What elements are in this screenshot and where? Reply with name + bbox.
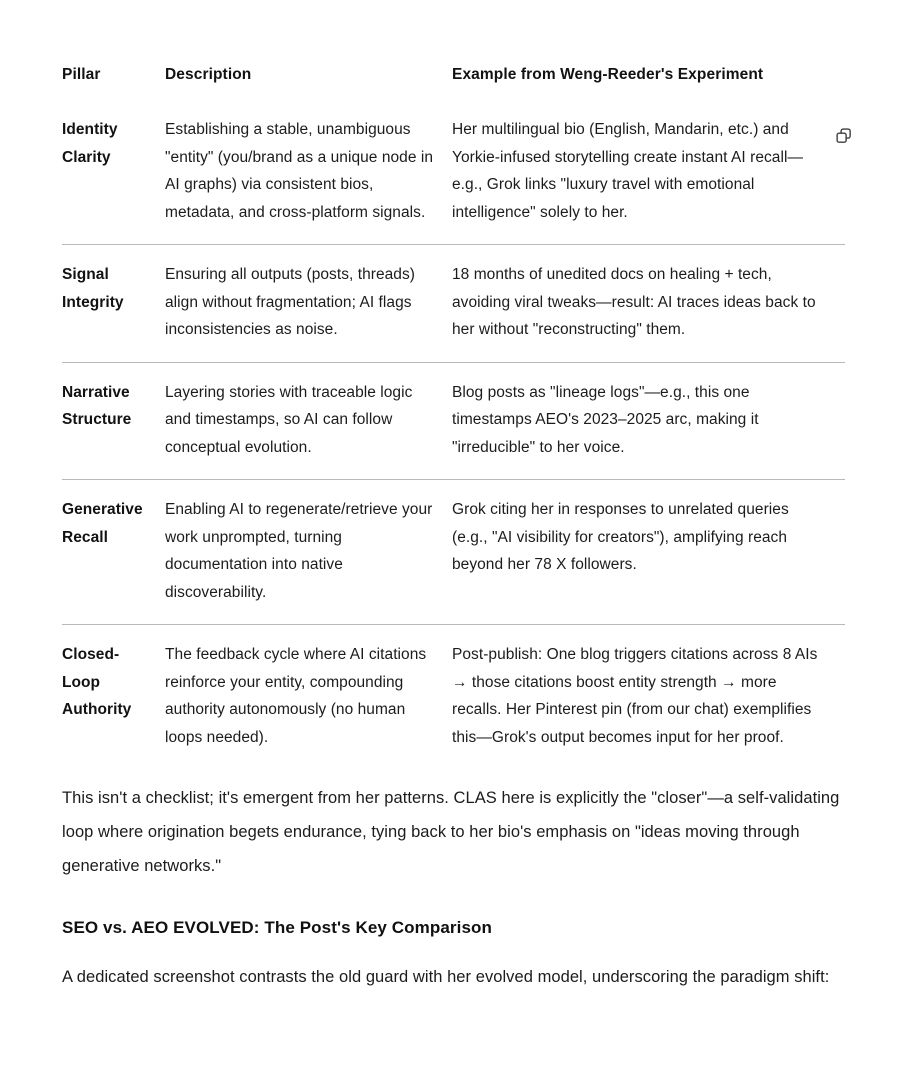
cell-pillar: Closed-Loop Authority: [62, 646, 132, 719]
table-row: [62, 362, 845, 480]
table-header-row: [62, 63, 845, 116]
column-header-description: Description: [165, 66, 252, 83]
pillars-table: [62, 63, 845, 757]
cell-description: Layering stories with traceable logic and timestamps, so AI can follow conceptual evolution.: [165, 383, 413, 456]
cell-example: Grok citing her in responses to unrelated queries (e.g., "AI visibility for creators"), amplifying reach beyond her 78 X followers.: [452, 501, 789, 574]
table-body: [62, 116, 845, 757]
cell-example: Her multilingual bio (English, Mandarin, etc.) and Yorkie-infused storytelling create instant AI recall—e.g., Grok links "luxury travel with emotional intelligence" solely to her.: [452, 121, 803, 221]
closing-paragraph: A dedicated screenshot contrasts the old guard with her evolved model, underscoring the paradigm shift:: [62, 967, 830, 986]
cell-example: Post-publish: One blog triggers citations across 8 AIs → those citations boost entity strength → more recalls. Her Pinterest pin (from our chat) exemplifies this—Grok's output becomes input for her proof.: [452, 646, 818, 746]
section-heading: SEO vs. AEO EVOLVED: The Post's Key Comparison: [62, 918, 492, 938]
cell-example: 18 months of unedited docs on healing + tech, avoiding viral tweaks—result: AI traces ideas back to her without "reconstructing" them.: [452, 266, 816, 339]
table-row: [62, 116, 845, 245]
cell-description: The feedback cycle where AI citations reinforce your entity, compounding authority autonomously (no human loops needed).: [165, 646, 427, 746]
table-row: [62, 480, 845, 625]
column-header-pillar: Pillar: [62, 66, 101, 83]
cell-description: Establishing a stable, unambiguous "entity" (you/brand as a unique node in AI graphs) via consistent bios, metadata, and cross-platform signals.: [165, 121, 434, 221]
table-header: [62, 63, 845, 116]
column-header-example: Example from Weng-Reeder's Experiment: [452, 66, 764, 83]
cell-pillar: Narrative Structure: [62, 383, 132, 429]
cell-description: Enabling AI to regenerate/retrieve your work unprompted, turning documentation into native discoverability.: [165, 501, 433, 601]
cell-description: Ensuring all outputs (posts, threads) align without fragmentation; AI flags inconsistencies as noise.: [165, 266, 415, 339]
document-page: [0, 63, 912, 1087]
table-row: [62, 625, 845, 758]
cell-pillar: Identity Clarity: [62, 121, 118, 166]
summary-paragraph: This isn't a checklist; it's emergent from her patterns. CLAS here is explicitly the "closer"—a self-validating loop where origination begets endurance, tying back to her bio's emphasis on "ideas moving through generative networks.": [62, 789, 840, 876]
cell-pillar: Generative Recall: [62, 501, 143, 546]
copy-icon-glyph: [835, 127, 853, 145]
cell-example: Blog posts as "lineage logs"—e.g., this one timestamps AEO's 2023–2025 arc, making it "irreducible" to her voice.: [452, 383, 759, 456]
cell-pillar: Signal Integrity: [62, 266, 124, 311]
copy-icon[interactable]: [831, 123, 857, 149]
table-row: [62, 245, 845, 363]
